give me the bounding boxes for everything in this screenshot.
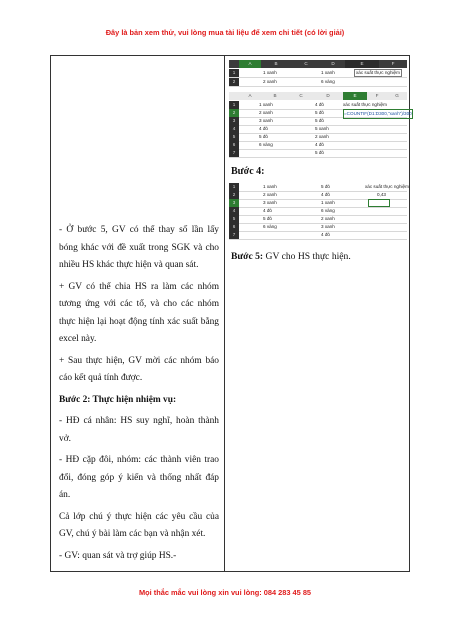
spreadsheet-screenshot-1: A B C D E F 1 1 xanh 1 xanh xác suất thực nghiệm 2 2 xanh 6 vàng — [229, 60, 407, 87]
step-5-body: GV cho HS thực hiện. — [263, 251, 351, 262]
contact-banner: Mọi thắc mắc vui lòng xin vui lòng: 084 283 45 85 — [138, 588, 312, 597]
step-5-text — [231, 251, 351, 262]
paragraph: Cả lớp chú ý thực hiện các yêu cầu của GV, chú ý bài làm các bạn và nhận xét. — [59, 511, 219, 539]
paragraph: - Ở bước 5, GV có thể thay số lần lấy bóng khác với đề xuất trong SGK và cho nhiều HS khác thực hiện và quan sát. — [59, 225, 219, 270]
left-column — [59, 222, 219, 569]
paragraph: - HĐ cặp đôi, nhóm: các thành viên trao đổi, đóng góp ý kiến và thống nhất đáp án. — [59, 455, 219, 500]
spreadsheet-screenshot-2: A B C D E F G 1 1 xanh 4 đỏ xác suất thực nghiệm 2 2 xanh 5 đỏ =COUNTIF(D1:D300,"xanh")/300 3 3 xanh 5 đỏ 4 4 đỏ 5 xanh 5 5 đỏ 2 xanh 6 6 vàng 4 đỏ 7 5 đỏ — [229, 92, 407, 160]
preview-banner: Đây là bản xem thử, vui lòng mua tài liệu để xem chi tiết (có lời giải) — [105, 28, 345, 37]
paragraph: + Sau thực hiện, GV mời các nhóm báo cáo kết quả tính được. — [59, 355, 219, 383]
spreadsheet-screenshot-3: 1 1 xanh 5 đỏ xác suất thực nghiệm 2 2 xanh 4 đỏ 0,43 3 3 xanh 1 xanh 4 4 đỏ 6 vàng 5 5 đỏ 2 xanh 6 6 vàng 3 xanh 7 4 đỏ — [229, 183, 407, 243]
step-4-label: Bước 4: — [231, 166, 265, 177]
column-divider — [224, 56, 225, 571]
step-heading: Bước 2: Thực hiện nhiệm vụ: — [59, 394, 177, 405]
paragraph: + GV có thể chia HS ra làm các nhóm tương ứng với các tổ, và cho các nhóm thực hiện lại hoạt động tính xác suất bằng excel này. — [59, 281, 219, 344]
paragraph: - GV: quan sát và trợ giúp HS.- — [59, 550, 177, 561]
selected-cell — [369, 200, 389, 206]
lesson-table — [50, 55, 410, 572]
step-5-label: Bước 5: — [231, 251, 264, 262]
paragraph: - HĐ cá nhân: HS suy nghĩ, hoàn thành vở. — [59, 416, 219, 444]
